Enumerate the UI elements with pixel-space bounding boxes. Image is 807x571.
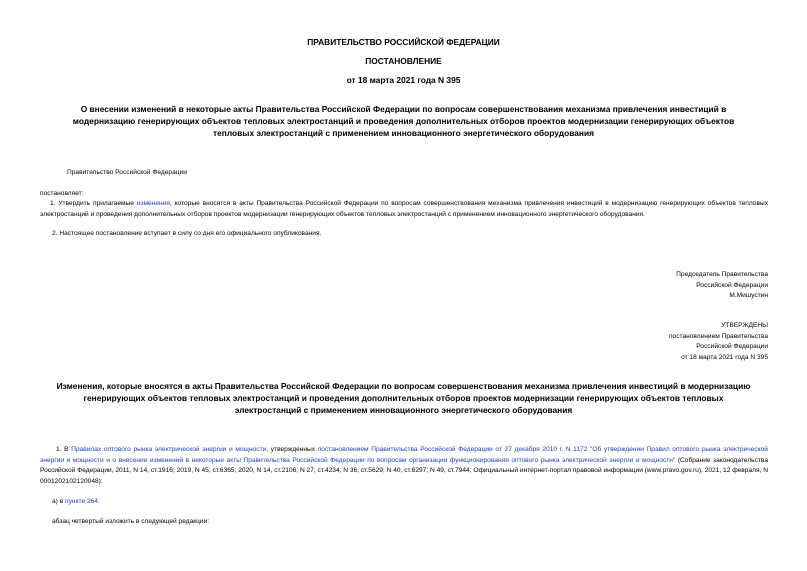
signature-name: М.Мишустин: [729, 292, 768, 299]
paragraph-2: 2. Настоящее постановление вступает в силу со дня его официального опубликования.: [52, 230, 322, 237]
decides-text: постановляет:: [40, 190, 84, 197]
resolution-1172-link[interactable]: постановлением Правительства Российской Федерации от 27 декабря 2010 г. N 1172: [317, 446, 588, 453]
paragraph-1: [40, 199, 768, 220]
changes-paragraph-1: [40, 445, 768, 487]
approved-block: [560, 321, 768, 363]
signature-position: Председатель Правительства: [676, 271, 768, 278]
approved-by: постановлением Правительства: [668, 332, 768, 340]
signature-country: Российской Федерации: [696, 281, 768, 289]
changes-link[interactable]: изменения: [136, 200, 170, 207]
item-a: [52, 497, 100, 508]
resolution-title-link[interactable]: "Об утверждении Правил оптового рынка электрической энергии и мощности и о внесении изменений в некоторые акты Правительства Российской Федерации по вопросам организации функционирования оптового рынка электрической энергии и мощности": [40, 446, 768, 464]
approved-country: Российской Федерации: [696, 343, 768, 350]
wholesale-rules-link[interactable]: Правилах оптового рынка электрической энергии и мощности: [71, 446, 267, 453]
changes-p1-start: 1. В: [56, 446, 72, 453]
approved-label: УТВЕРЖДЕНЫ: [721, 322, 768, 329]
changes-p1-end: (Собрание законодательства Российской Федерации, 2011, N 14, ст.1916; 2019, N 45, ст.6365; 2020, N 14, ст.2106; N 27, ст.4234; N 36, ст.5629; N 40, ст.6297; N 49, ст.7944; Официальный интернет-портал правовой информации (www.pravo.gov.ru), 2021, 12 февраля, N 0001202102120048):: [40, 456, 768, 485]
document-title: О внесении изменений в некоторые акты Правительства Российской Федерации по вопросам совершенствования механизма привлечения инвестиций в модернизацию генерирующих объектов тепловых электростанций и проведения дополнительных отборов проектов модернизации генерирующих объектов тепловых электростанций с применением инновационного энергетического оборудования: [72, 104, 735, 138]
changes-title: Изменения, которые вносятся в акты Правительства Российской Федерации по вопросам совершенствования механизма привлечения инвестиций в модернизацию генерирующих объектов тепловых электростанций и проведения дополнительных отборов проектов модернизации генерирующих объектов тепловых электростанций с применением инновационного энергетического оборудования: [56, 381, 751, 415]
paragraph-1-start: 1. Утвердить прилагаемые: [50, 200, 137, 207]
approved-date: от 18 марта 2021 года N 395: [681, 353, 768, 361]
government-heading: ПРАВИТЕЛЬСТВО РОССИЙСКОЙ ФЕДЕРАЦИИ: [307, 37, 500, 47]
abzac-text: абзац четвертый изложить в следующей редакции:: [52, 518, 210, 525]
government-text: Правительство Российской Федерации: [67, 169, 187, 176]
item-a-end: :: [97, 498, 100, 505]
document-type-heading: ПОСТАНОВЛЕНИЕ: [365, 56, 442, 66]
date-number-heading: от 18 марта 2021 года N 395: [346, 75, 461, 85]
paragraph-1-end: , которые вносятся в акты Правительства Российской Федерации по вопросам совершенствования механизма привлечения инвестиций в модернизацию генерирующих объектов тепловых электростанций и проведения дополнительных отборов проектов модернизации генерирующих объектов тепловых электростанций с применением инновационного энергетического оборудования.: [40, 200, 768, 218]
item-a-start: а) в: [52, 498, 66, 505]
changes-p1-mid1: , утвержденных: [266, 446, 318, 453]
signature-block: [560, 270, 768, 302]
point-264-link[interactable]: пункте 264: [65, 498, 98, 505]
